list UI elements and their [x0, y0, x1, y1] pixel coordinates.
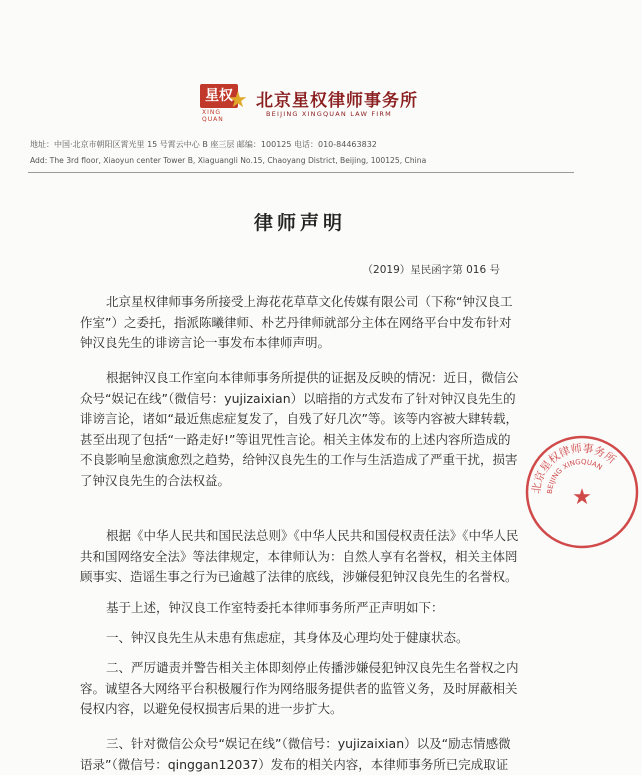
seal-star-icon: ★ [572, 485, 592, 510]
document-title: 律师声明 [253, 212, 346, 234]
document-reference: （2019）星民函字第 016 号 [362, 264, 500, 276]
law-firm-seal [522, 432, 642, 552]
firm-name-en: BEIJING XINGQUAN LAW FIRM [266, 110, 392, 118]
paragraph-6 [80, 658, 520, 720]
firm-name-cn: 北京星权律师事务所 [256, 91, 418, 111]
paragraph-7 [80, 734, 520, 775]
paragraph-text: 基于上述，钟汉良工作室特委托本律师事务所严正声明如下： [106, 600, 444, 615]
star-icon: ★ [228, 88, 248, 113]
seal-text-en: BEIJING XINGQUAN [545, 457, 604, 495]
paragraph-2 [80, 368, 520, 491]
paragraph-1 [80, 292, 520, 354]
logo-mark [200, 84, 248, 123]
paragraph-text: 根据《中华人民共和国民法总则》《中华人民共和国侵权责任法》《中华人民共和国网络安全法》等法律规定，本律师认为：自然人享有名誉权，相关主体罔顾事实、造谣生事之行为已逾越了法律的底线，涉嫌侵犯钟汉良先生的名誉权。 [80, 528, 519, 584]
logo-cn: 星权 [200, 84, 238, 108]
seal-text: 北京星权律师事务所 [529, 441, 619, 495]
paragraph-3 [80, 526, 520, 588]
paragraph-5 [80, 628, 520, 649]
paragraph-text: 一、钟汉良先生从未患有焦虑症，其身体及心理均处于健康状态。 [106, 630, 469, 645]
paragraph-text: 北京星权律师事务所接受上海花花草草文化传媒有限公司（下称“钟汉良工作室”）之委托，指派陈曦律师、朴艺丹律师就部分主体在网络平台中发布针对钟汉良先生的诽谤言论一事发布本律师声明。 [80, 294, 513, 350]
paragraph-text: 三、针对微信公众号“娱记在线”（微信号：yujizaixian）以及“励志情感微语录”（微信号：qinggan12037）发布的相关内容，本律师事务所已完成取证 [80, 736, 511, 772]
firm-logo [200, 84, 418, 123]
paragraph-text: 二、严厉谴责并警告相关主体即刻停止传播涉嫌侵犯钟汉良先生名誉权之内容。诚望各大网络平台积极履行作为网络服务提供者的监管义务，及时屏蔽相关侵权内容，以避免侵权损害后果的进一步扩大。 [80, 660, 519, 716]
paragraph-4 [80, 598, 520, 619]
address-en: Add: The 3rd floor, Xiaoyun center Tower B, Xiaguangli No.15, Chaoyang District, Beijing, 100125, China [30, 156, 427, 165]
address-cn: 地址：中国·北京市朝阳区霄光里 15 号霄云中心 B 座三层 邮编：100125 电话：010-84463832 [30, 140, 377, 149]
logo-small-text: XING QUAN [202, 109, 224, 123]
header-divider [28, 172, 574, 173]
paragraph-text: 根据钟汉良工作室向本律师事务所提供的证据及反映的情况：近日，微信公众号“娱记在线”（微信号：yujizaixian）以暗指的方式发布了针对钟汉良先生的诽谤言论，诸如“最近焦虑症复发了，自残了好几次”等。该等内容被大肆转载，甚至出现了包括“一路走好!”等诅咒性言论。相关主体发布的上述内容所造成的不良影响呈愈演愈烈之趋势，给钟汉良先生的工作与生活造成了严重干扰，损害了钟汉良先生的合法权益。 [80, 370, 519, 488]
